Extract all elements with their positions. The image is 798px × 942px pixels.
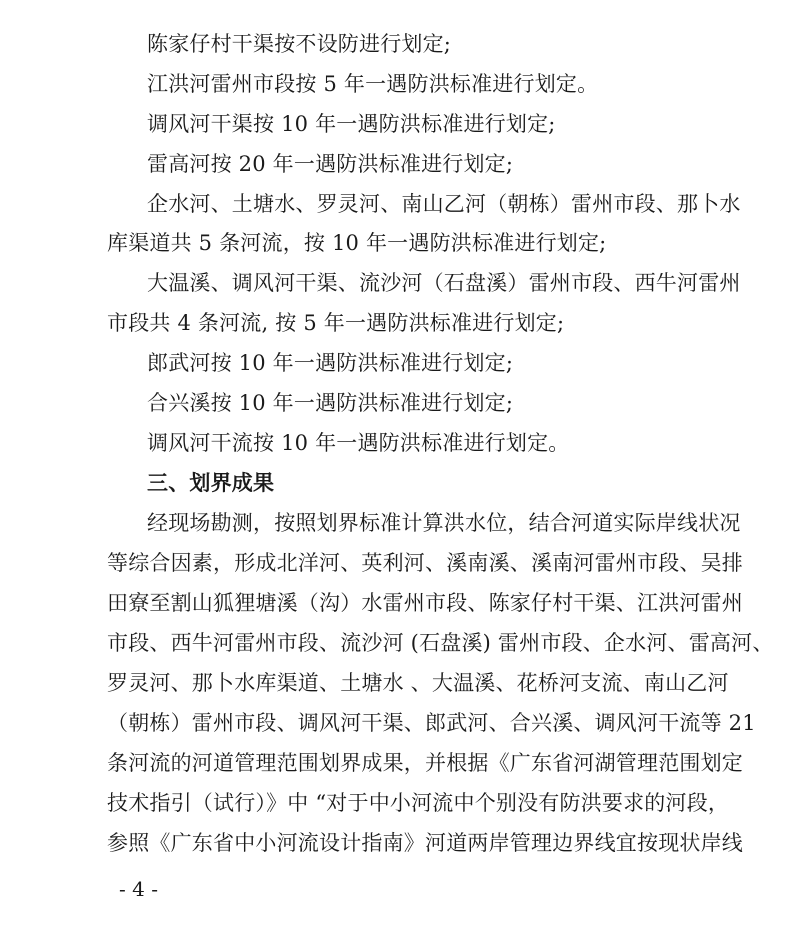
text-line: 郎武河按 10 年一遇防洪标准进行划定; bbox=[147, 351, 514, 375]
text-line: 大温溪、调风河干渠、流沙河（石盘溪）雷州市段、西牛河雷州 bbox=[147, 271, 741, 295]
paragraph-line: （朝栋）雷州市段、调风河干渠、郎武河、合兴溪、调风河干流等 21 bbox=[107, 711, 756, 735]
text-line: 合兴溪按 10 年一遇防洪标准进行划定; bbox=[147, 391, 514, 415]
text-line: 调风河干渠按 10 年一遇防洪标准进行划定; bbox=[147, 112, 556, 136]
paragraph-line: 技术指引（试行）》中 “对于中小河流中个别没有防洪要求的河段， bbox=[107, 791, 730, 815]
text-line: 陈家仔村干渠按不设防进行划定; bbox=[147, 32, 452, 56]
section-heading: 三、划界成果 bbox=[147, 471, 275, 495]
paragraph-line: 参照《广东省中小河流设计指南》河道两岸管理边界线宜按现状岸线 bbox=[107, 831, 743, 855]
text-line: 企水河、土塘水、罗灵河、南山乙河（朝栋）雷州市段、那卜水 bbox=[147, 192, 741, 216]
paragraph-line: 市段、西牛河雷州市段、流沙河 (石盘溪) 雷州市段、企水河、雷高河、 bbox=[107, 631, 774, 655]
paragraph-line: 等综合因素，形成北洋河、英利河、溪南溪、溪南河雷州市段、吴排 bbox=[107, 551, 743, 575]
page-number: - 4 - bbox=[119, 877, 158, 901]
text-line: 市段共 4 条河流, 按 5 年一遇防洪标准进行划定; bbox=[107, 311, 565, 335]
text-line: 调风河干流按 10 年一遇防洪标准进行划定。 bbox=[147, 431, 570, 455]
paragraph-line: 罗灵河、那卜水库渠道、土塘水 、大温溪、花桥河支流、南山乙河 bbox=[107, 671, 729, 695]
text-line: 雷高河按 20 年一遇防洪标准进行划定; bbox=[147, 152, 514, 176]
text-line: 库渠道共 5 条河流，按 10 年一遇防洪标准进行划定; bbox=[107, 231, 607, 255]
paragraph-line: 条河流的河道管理范围划界成果，并根据《广东省河湖管理范围划定 bbox=[107, 751, 743, 775]
paragraph-line: 田寮至割山狐狸塘溪（沟）水雷州市段、陈家仔村干渠、江洪河雷州 bbox=[107, 591, 743, 615]
paragraph-line: 经现场勘测，按照划界标准计算洪水位，结合河道实际岸线状况 bbox=[147, 511, 741, 535]
text-line: 江洪河雷州市段按 5 年一遇防洪标准进行划定。 bbox=[147, 72, 599, 96]
